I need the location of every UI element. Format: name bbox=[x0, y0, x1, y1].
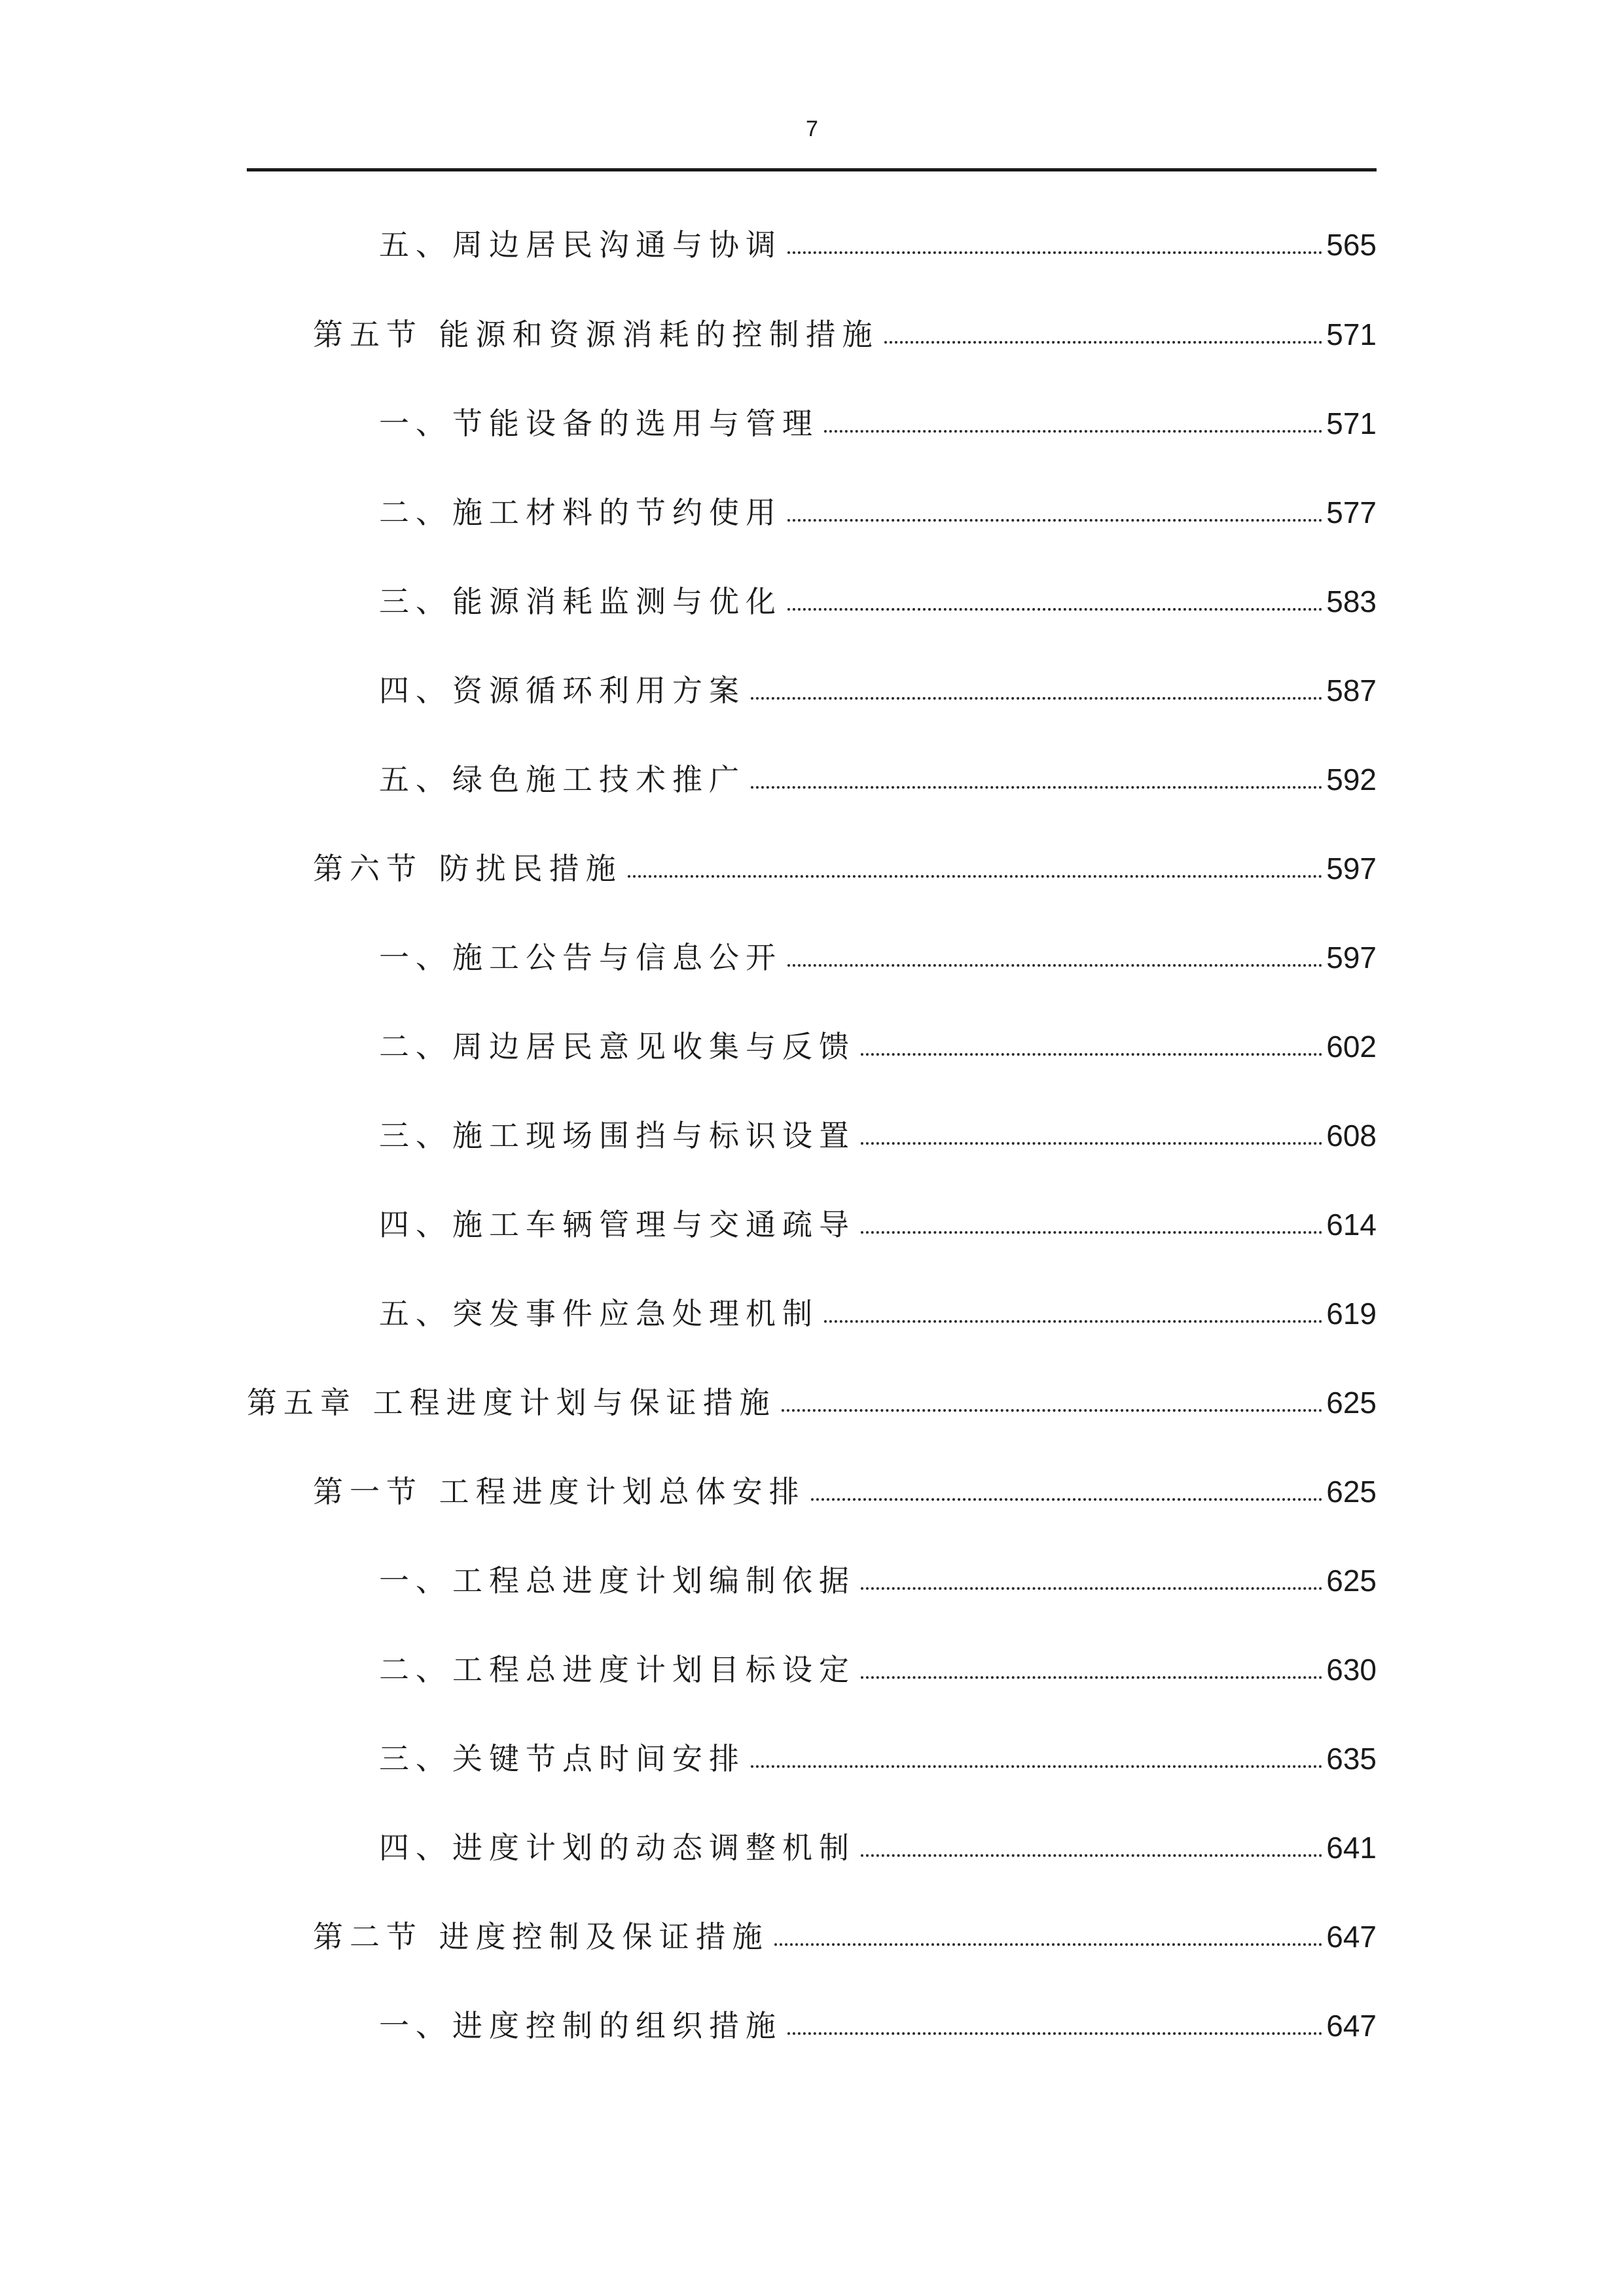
toc-entry[interactable] bbox=[379, 663, 1377, 709]
dot-leader bbox=[787, 608, 1322, 611]
toc-entry[interactable] bbox=[379, 930, 1377, 976]
toc-entry-page: 608 bbox=[1326, 1119, 1377, 1153]
toc-entry-page: 625 bbox=[1326, 1386, 1377, 1420]
toc-entry[interactable] bbox=[379, 574, 1377, 620]
dot-leader bbox=[751, 786, 1322, 789]
header-divider bbox=[247, 168, 1377, 171]
toc-entry-title: 一、节能设备的选用与管理 bbox=[379, 406, 819, 441]
dot-leader bbox=[782, 1409, 1323, 1412]
toc-entry-title: 四、资源循环利用方案 bbox=[379, 673, 746, 708]
toc-entry-title: 五、绿色施工技术推广 bbox=[379, 762, 746, 797]
dot-leader bbox=[787, 2032, 1322, 2035]
toc-entry[interactable] bbox=[379, 217, 1377, 263]
toc-entry-page: 577 bbox=[1326, 495, 1377, 529]
toc-entry-page: 625 bbox=[1326, 1475, 1377, 1509]
toc-entry-page: 571 bbox=[1326, 406, 1377, 440]
dot-leader bbox=[787, 964, 1322, 967]
toc-entry[interactable] bbox=[313, 841, 1377, 887]
toc-entry-page: 592 bbox=[1326, 762, 1377, 797]
toc-entry-page: 614 bbox=[1326, 1208, 1377, 1242]
toc-entry-title: 四、施工车辆管理与交通疏导 bbox=[379, 1207, 856, 1242]
toc-entry-title: 三、关键节点时间安排 bbox=[379, 1741, 746, 1776]
toc-entry-title: 第一节 工程进度计划总体安排 bbox=[313, 1474, 806, 1509]
toc-entry[interactable] bbox=[313, 307, 1377, 353]
dot-leader bbox=[861, 1053, 1322, 1056]
dot-leader bbox=[628, 875, 1323, 878]
toc-entry[interactable] bbox=[379, 1197, 1377, 1243]
toc-entry-page: 597 bbox=[1326, 941, 1377, 975]
toc-entry[interactable] bbox=[313, 1909, 1377, 1955]
toc-entry-title: 五、突发事件应急处理机制 bbox=[379, 1296, 819, 1331]
dot-leader bbox=[751, 1765, 1322, 1768]
toc-entry-title: 一、进度控制的组织措施 bbox=[379, 2008, 782, 2043]
dot-leader bbox=[774, 1943, 1323, 1946]
toc-entry[interactable] bbox=[379, 1286, 1377, 1332]
toc-entry-page: 647 bbox=[1326, 2009, 1377, 2043]
toc-entry-title: 第二节 进度控制及保证措施 bbox=[313, 1919, 769, 1954]
dot-leader bbox=[824, 430, 1322, 433]
toc-entry-title: 一、工程总进度计划编制依据 bbox=[379, 1563, 856, 1598]
dot-leader bbox=[787, 519, 1322, 522]
dot-leader bbox=[861, 1142, 1322, 1145]
dot-leader bbox=[751, 697, 1322, 700]
toc-entry-page: 635 bbox=[1326, 1742, 1377, 1776]
toc-entry-page: 630 bbox=[1326, 1653, 1377, 1687]
toc-entry[interactable] bbox=[379, 1998, 1377, 2044]
dot-leader bbox=[811, 1498, 1323, 1501]
toc-entry-title: 三、能源消耗监测与优化 bbox=[379, 584, 782, 619]
toc-entry-title: 第五节 能源和资源消耗的控制措施 bbox=[313, 317, 879, 352]
toc-entry-title: 第六节 防扰民措施 bbox=[313, 851, 623, 886]
toc-entry-page: 647 bbox=[1326, 1920, 1377, 1954]
toc-entry[interactable] bbox=[379, 752, 1377, 798]
toc-entry-title: 四、进度计划的动态调整机制 bbox=[379, 1830, 856, 1865]
toc-entry-page: 602 bbox=[1326, 1030, 1377, 1064]
toc-entry[interactable] bbox=[379, 1642, 1377, 1688]
toc-entry-page: 597 bbox=[1326, 852, 1377, 886]
toc-entry-title: 三、施工现场围挡与标识设置 bbox=[379, 1118, 856, 1153]
dot-leader bbox=[861, 1231, 1322, 1234]
toc-entry[interactable] bbox=[247, 1375, 1377, 1421]
toc-entry[interactable] bbox=[379, 396, 1377, 442]
toc-entry[interactable] bbox=[313, 1464, 1377, 1510]
toc-entry[interactable] bbox=[379, 1108, 1377, 1154]
toc-entry[interactable] bbox=[379, 1019, 1377, 1065]
toc-entry[interactable] bbox=[379, 1820, 1377, 1866]
toc-entry-title: 二、工程总进度计划目标设定 bbox=[379, 1652, 856, 1687]
dot-leader bbox=[861, 1587, 1322, 1590]
dot-leader bbox=[824, 1320, 1322, 1323]
toc-entry[interactable] bbox=[379, 1731, 1377, 1777]
toc-entry-page: 565 bbox=[1326, 228, 1377, 262]
toc-entry-page: 571 bbox=[1326, 317, 1377, 351]
toc-entry-page: 587 bbox=[1326, 673, 1377, 708]
toc-entry-page: 641 bbox=[1326, 1831, 1377, 1865]
toc-entry-title: 二、施工材料的节约使用 bbox=[379, 495, 782, 530]
dot-leader bbox=[787, 251, 1322, 254]
dot-leader bbox=[861, 1676, 1322, 1679]
toc-entry-title: 五、周边居民沟通与协调 bbox=[379, 227, 782, 262]
page-number: 7 bbox=[806, 117, 818, 141]
toc-entry-page: 583 bbox=[1326, 584, 1377, 619]
dot-leader bbox=[861, 1854, 1322, 1857]
toc-entry-title: 第五章 工程进度计划与保证措施 bbox=[247, 1385, 776, 1420]
toc-entry[interactable] bbox=[379, 485, 1377, 531]
toc-entry-page: 625 bbox=[1326, 1564, 1377, 1598]
toc-entry-title: 二、周边居民意见收集与反馈 bbox=[379, 1029, 856, 1064]
toc-entry-title: 一、施工公告与信息公开 bbox=[379, 940, 782, 975]
toc-entry[interactable] bbox=[379, 1553, 1377, 1599]
dot-leader bbox=[884, 341, 1323, 344]
toc-entry-page: 619 bbox=[1326, 1297, 1377, 1331]
